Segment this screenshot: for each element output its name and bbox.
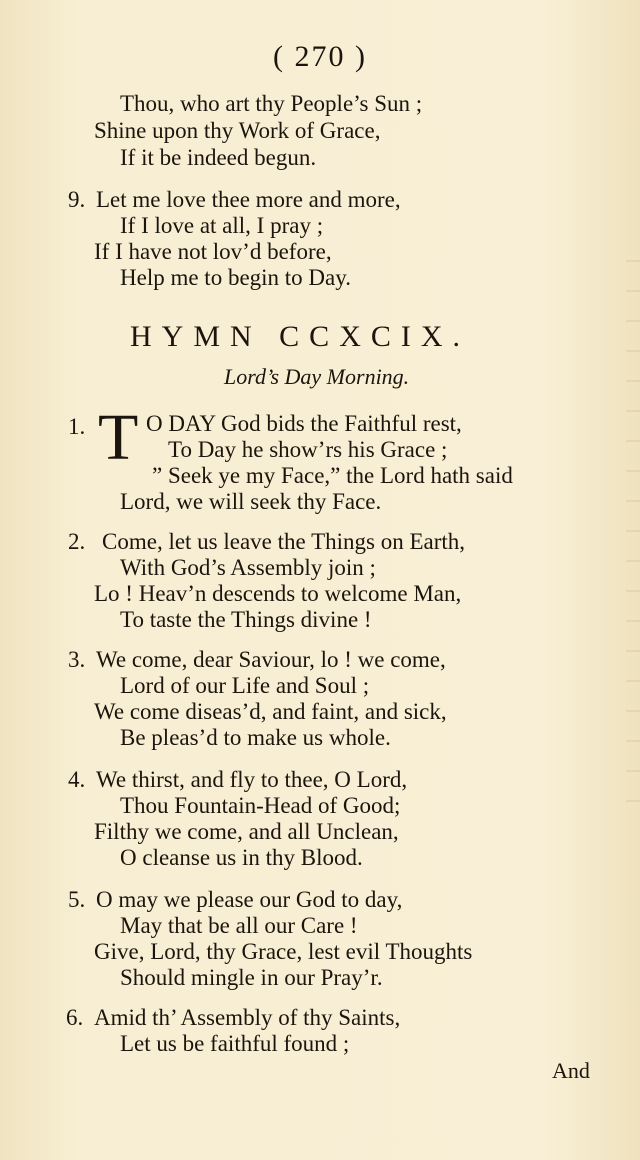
verse-line: Come, let us leave the Things on Earth, [102,529,466,554]
stanza-number: 2. [68,529,86,554]
verse-line: Give, Lord, thy Grace, lest evil Thoughts [94,939,473,964]
hymn-title: HYMN CCXCIX. [130,320,471,353]
verse-line: If it be indeed begun. [120,145,317,170]
stanza-number: 6. [66,1005,84,1030]
verse-line: Lo ! Heav’n descends to welcome Man, [94,581,462,606]
verse-line: Let us be faithful found ; [120,1031,350,1056]
page-number: ( 270 ) [273,40,367,73]
catchword: And [552,1058,590,1083]
hymn-subtitle: Lord’s Day Morning. [224,364,410,389]
verse-line: We come, dear Saviour, lo ! we come, [96,647,446,672]
page-edge-shadow [626,260,640,820]
verse-line: Be pleas’d to make us whole. [120,725,391,750]
stanza-number: 1. [68,414,86,439]
verse-line: O cleanse us in thy Blood. [120,845,363,870]
verse-line: If I love at all, I pray ; [120,213,324,238]
verse-line: Thou Fountain-Head of Good; [120,793,401,818]
drop-cap: T [98,401,139,474]
verse-line: May that be all our Care ! [120,913,358,938]
verse-line: Should mingle in our Pray’r. [120,965,383,990]
verse-line: Amid th’ Assembly of thy Saints, [94,1005,401,1030]
verse-line: Filthy we come, and all Unclean, [94,819,399,844]
verse-line: Shine upon thy Work of Grace, [94,118,381,143]
verse-line: O may we please our God to day, [96,887,403,912]
verse-line: To Day he show’rs his Grace ; [168,437,448,462]
verse-line: We come diseas’d, and faint, and sick, [94,699,447,724]
stanza-number: 4. [68,767,86,792]
verse-line: O DAY God bids the Faithful rest, [146,411,462,436]
verse-line: Thou, who art thy People’s Sun ; [120,91,423,116]
stanza-number: 9. [68,187,86,212]
verse-line: To taste the Things divine ! [120,607,372,632]
verse-line: Help me to begin to Day. [120,265,352,290]
verse-line: If I have not lov’d before, [94,239,332,264]
verse-line: Lord, we will seek thy Face. [120,489,382,514]
verse-line: Let me love thee more and more, [96,187,401,212]
verse-line: ” Seek ye my Face,” the Lord hath said [152,463,513,488]
verse-line: Lord of our Life and Soul ; [120,673,370,698]
stanza-number: 3. [68,647,86,672]
verse-line: We thirst, and fly to thee, O Lord, [96,767,408,792]
stanza-number: 5. [68,887,86,912]
verse-line: With God’s Assembly join ; [120,555,376,580]
